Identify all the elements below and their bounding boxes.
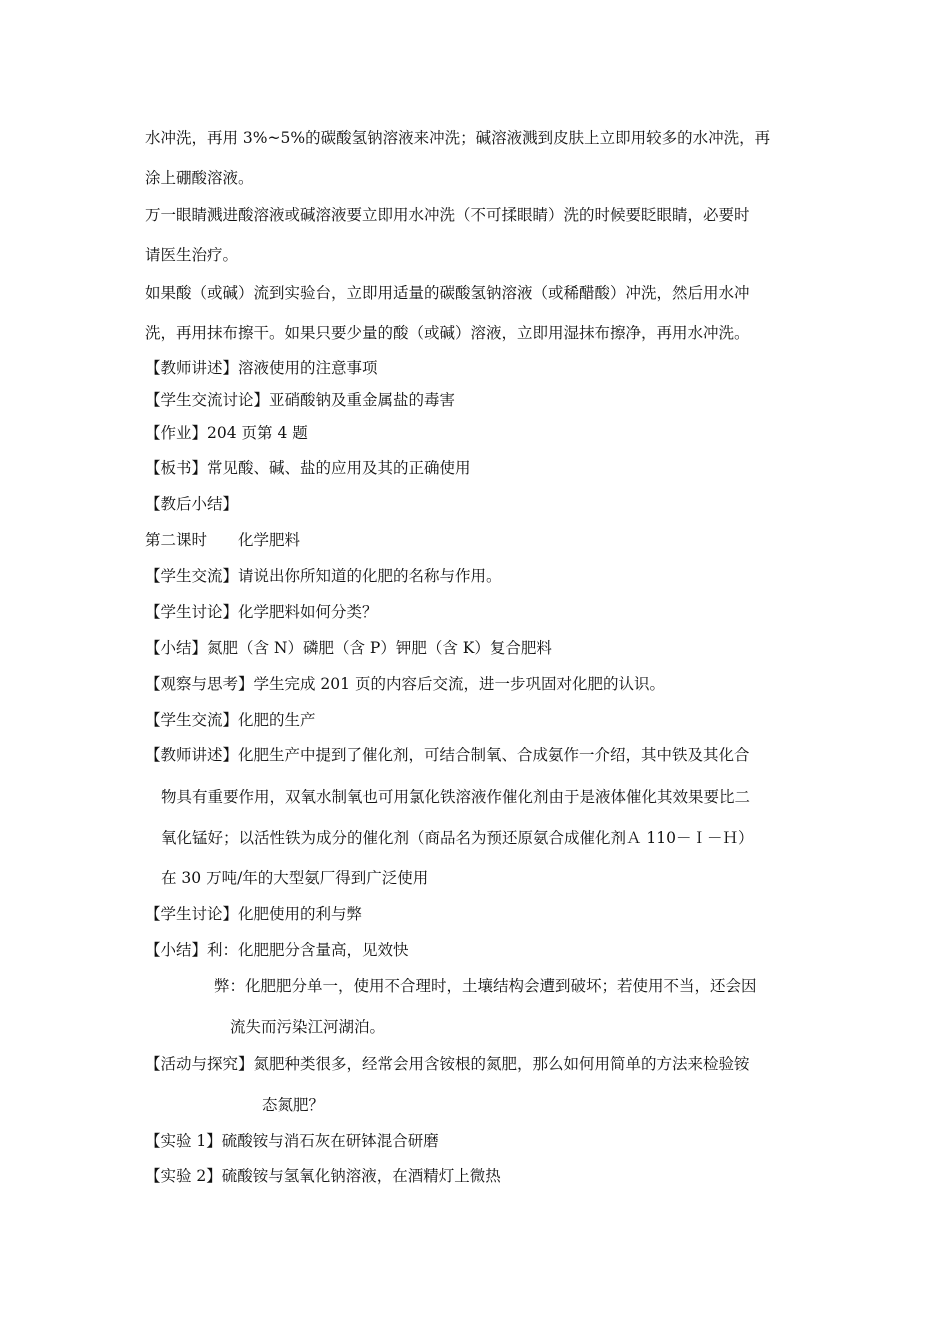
summary-fertilizer-types-line: 【小结】氮肥（含 N）磷肥（含 P）钾肥（含 K）复合肥料 [145, 639, 552, 657]
fertilizer-production-line: 【学生交流】化肥的生产 [145, 711, 316, 729]
activity-explore-line-1: 【活动与探究】氮肥种类很多，经常会用含铵根的氮肥，那么如何用简单的方法来检验铵 [145, 1055, 750, 1073]
body-line-3: 万一眼睛溅进酸溶液或碱溶液要立即用水冲洗（不可揉眼睛）洗的时候要眨眼睛，必要时 [145, 206, 750, 224]
teacher-catalyst-line-4: 在 30 万吨/年的大型氨厂得到广泛使用 [161, 869, 429, 887]
experiment-1-line: 【实验 1】硫酸铵与消石灰在研钵混合研磨 [145, 1132, 439, 1150]
activity-explore-line-2: 态氮肥？ [262, 1096, 325, 1114]
teacher-note-line: 【教师讲述】溶液使用的注意事项 [145, 359, 378, 377]
summary-pros-line: 【小结】利：化肥肥分含量高，见效快 [145, 941, 409, 959]
body-line-4: 请医生治疗。 [145, 246, 239, 264]
body-line-5: 如果酸（或碱）流到实验台，立即用适量的碳酸氢钠溶液（或稀醋酸）冲洗，然后用水冲 [145, 284, 750, 302]
body-line-1: 水冲洗，再用 3%~5%的碳酸氢钠溶液来冲洗；碱溶液溅到皮肤上立即用较多的水冲洗，再 [145, 129, 771, 147]
homework-line: 【作业】204 页第 4 题 [145, 424, 308, 442]
teacher-catalyst-line-3: 氧化锰好；以活性铁为成分的催化剂（商品名为预还原氨合成催化剂Ａ 110－Ｉ－Ｈ） [161, 829, 754, 847]
observe-think-line: 【观察与思考】学生完成 201 页的内容后交流，进一步巩固对化肥的认识。 [145, 675, 665, 693]
pros-cons-discussion-line: 【学生讨论】化肥使用的利与弊 [145, 905, 363, 923]
summary-cons-line-2: 流失而污染江河湖泊。 [230, 1018, 386, 1036]
summary-cons-line-1: 弊：化肥肥分单一，使用不合理时，土壤结构会遭到破坏；若使用不当，还会因 [214, 977, 757, 995]
student-discussion-line: 【学生交流讨论】亚硝酸钠及重金属盐的毒害 [145, 391, 456, 409]
post-lesson-summary-line: 【教后小结】 [145, 495, 239, 513]
student-discussion-classify-line: 【学生讨论】化学肥料如何分类？ [145, 603, 378, 621]
teacher-catalyst-line-2: 物具有重要作用，双氧水制氧也可用氯化铁溶液作催化剂由于是液体催化其效果要比二 [161, 788, 751, 806]
body-line-2: 涂上硼酸溶液。 [145, 169, 254, 187]
student-exchange-line: 【学生交流】请说出你所知道的化肥的名称与作用。 [145, 567, 502, 585]
body-line-6: 洗，再用抹布擦干。如果只要少量的酸（或碱）溶液，立即用湿抹布擦净，再用水冲洗。 [145, 324, 750, 342]
blackboard-line: 【板书】常见酸、碱、盐的应用及其的正确使用 [145, 459, 471, 477]
teacher-catalyst-line-1: 【教师讲述】化肥生产中提到了催化剂，可结合制氧、合成氨作一介绍，其中铁及其化合 [145, 746, 750, 764]
experiment-2-line: 【实验 2】硫酸铵与氢氧化钠溶液，在酒精灯上微热 [145, 1167, 501, 1185]
lesson-heading: 第二课时 化学肥料 [145, 531, 301, 549]
